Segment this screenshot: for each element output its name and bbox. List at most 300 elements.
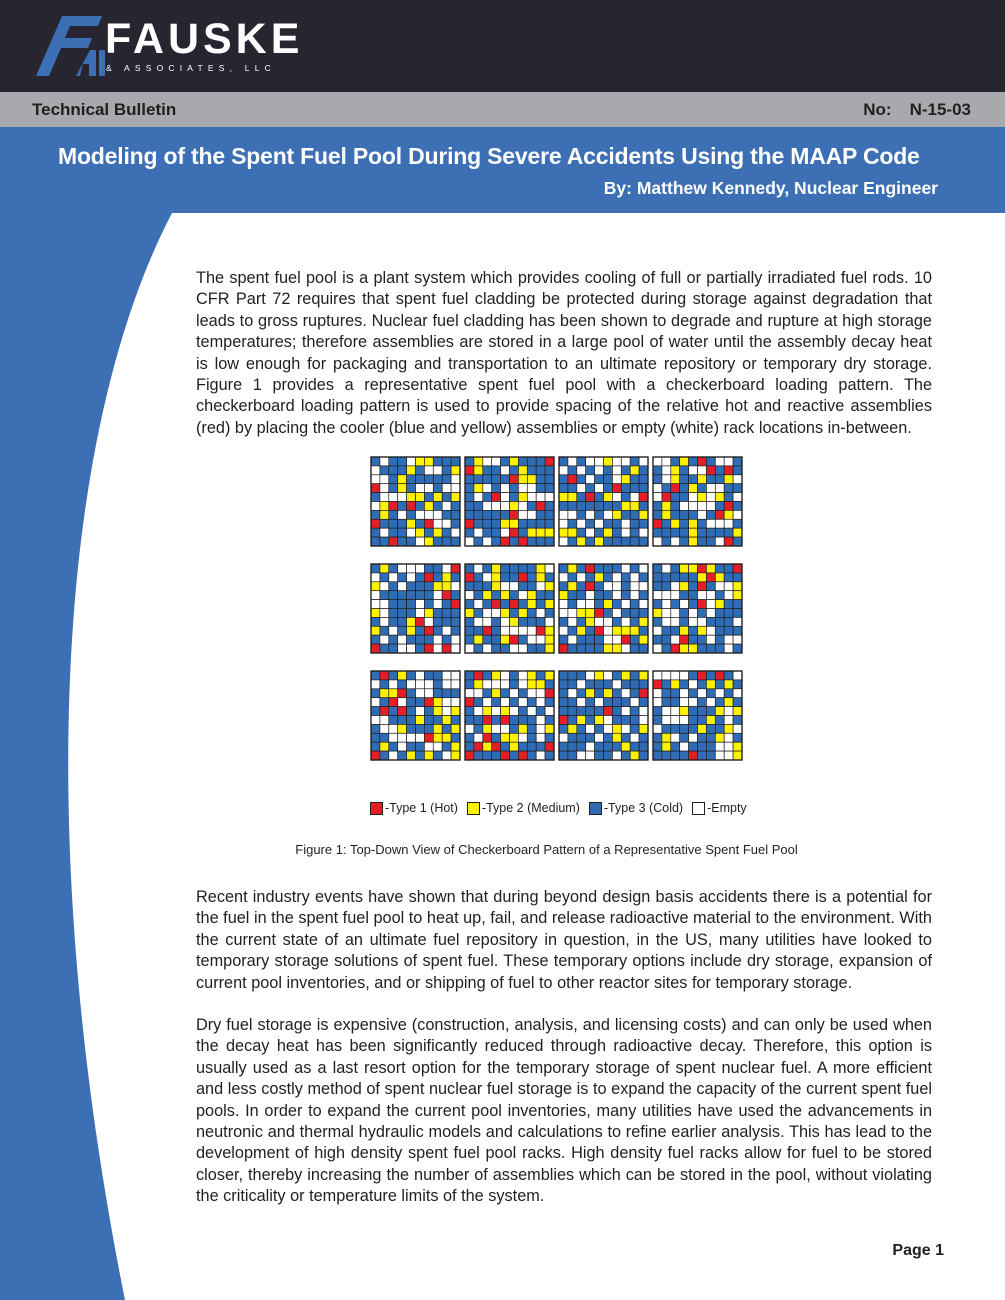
rack-cell xyxy=(689,609,698,618)
rack-cell xyxy=(398,519,407,528)
rack-cell xyxy=(630,751,639,760)
rack-cell xyxy=(451,573,460,582)
rack-cell xyxy=(536,502,545,511)
rack-cell xyxy=(492,609,501,618)
rack-cell xyxy=(483,466,492,475)
rack-cell xyxy=(389,680,398,689)
rack-cell xyxy=(653,502,662,511)
rack-cell xyxy=(612,591,621,600)
rack-cell xyxy=(559,742,568,751)
rack-cell xyxy=(492,680,501,689)
rack-cell xyxy=(604,582,613,591)
rack-cell xyxy=(612,564,621,573)
fai-logo-mark xyxy=(36,14,108,78)
rack-cell xyxy=(733,742,742,751)
rack-cell xyxy=(371,724,380,733)
rack-cell xyxy=(451,502,460,511)
rack-cell xyxy=(424,564,433,573)
rack-cell xyxy=(604,733,613,742)
rack-cell xyxy=(510,573,519,582)
rack-cell xyxy=(424,689,433,698)
rack-cell xyxy=(536,600,545,609)
rack-cell xyxy=(407,751,416,760)
rack-cell xyxy=(451,716,460,725)
rack-cell xyxy=(698,689,707,698)
rack-cell xyxy=(501,493,510,502)
rack-cell xyxy=(621,626,630,635)
rack-cell xyxy=(577,751,586,760)
rack-cell xyxy=(586,493,595,502)
rack-cell xyxy=(474,510,483,519)
rack-cell xyxy=(442,573,451,582)
rack-cell xyxy=(407,502,416,511)
rack-cell xyxy=(518,689,527,698)
rack-cell xyxy=(424,510,433,519)
rack-cell xyxy=(653,600,662,609)
rack-cell xyxy=(706,733,715,742)
rack-cell xyxy=(389,742,398,751)
rack-cell xyxy=(724,582,733,591)
rack-cell xyxy=(501,689,510,698)
rack-cell xyxy=(662,742,671,751)
page-number: Page 1 xyxy=(892,1242,944,1259)
rack-cell xyxy=(621,680,630,689)
rack-cell xyxy=(536,626,545,635)
rack-cell xyxy=(483,609,492,618)
rack-cell xyxy=(416,502,425,511)
rack-cell xyxy=(545,591,554,600)
rack-cell xyxy=(639,573,648,582)
rack-cell xyxy=(595,716,604,725)
rack-cell xyxy=(630,733,639,742)
rack-cell xyxy=(577,733,586,742)
rack-cell xyxy=(380,519,389,528)
rack-cell xyxy=(501,528,510,537)
rack-cell xyxy=(527,742,536,751)
rack-cell xyxy=(451,457,460,466)
legend-label: -Type 2 (Medium) xyxy=(481,801,580,815)
rack-cell xyxy=(474,493,483,502)
rack-cell xyxy=(612,600,621,609)
rack-cell xyxy=(518,457,527,466)
rack-cell xyxy=(662,582,671,591)
rack-cell xyxy=(630,689,639,698)
rack-cell xyxy=(407,600,416,609)
rack-cell xyxy=(639,591,648,600)
rack-cell xyxy=(621,635,630,644)
rack-cell xyxy=(639,689,648,698)
rack-cell xyxy=(424,528,433,537)
rack-cell xyxy=(559,716,568,725)
rack-cell xyxy=(653,510,662,519)
rack-cell xyxy=(501,510,510,519)
rack-cell xyxy=(407,510,416,519)
rack-cell xyxy=(639,484,648,493)
rack-cell xyxy=(662,680,671,689)
rack-cell xyxy=(518,680,527,689)
rack-cell xyxy=(586,519,595,528)
rack-cell xyxy=(653,537,662,546)
rack-cell xyxy=(604,573,613,582)
rack-cell xyxy=(706,609,715,618)
rack-cell xyxy=(407,564,416,573)
rack-cell xyxy=(398,457,407,466)
rack-cell xyxy=(442,716,451,725)
rack-cell xyxy=(465,582,474,591)
rack-cell xyxy=(653,742,662,751)
rack-cell xyxy=(630,671,639,680)
rack-cell xyxy=(380,698,389,707)
rack-cell xyxy=(380,573,389,582)
rack-cell xyxy=(416,537,425,546)
rack-cell xyxy=(733,582,742,591)
rack-cell xyxy=(689,457,698,466)
rack-cell xyxy=(371,493,380,502)
rack-cell xyxy=(595,609,604,618)
rack-cell xyxy=(733,537,742,546)
rack-cell xyxy=(698,528,707,537)
rack-cell xyxy=(715,582,724,591)
rack-cell xyxy=(671,751,680,760)
rack-cell xyxy=(492,671,501,680)
rack-cell xyxy=(465,724,474,733)
rack-cell xyxy=(698,600,707,609)
rack-cell xyxy=(671,475,680,484)
rack-cell xyxy=(536,519,545,528)
rack-cell xyxy=(653,591,662,600)
rack-cell xyxy=(653,617,662,626)
rack-cell xyxy=(568,573,577,582)
rack-cell xyxy=(451,475,460,484)
rack-cell xyxy=(559,617,568,626)
rack-cell xyxy=(715,698,724,707)
rack-cell xyxy=(671,493,680,502)
rack-cell xyxy=(416,493,425,502)
rack-cell xyxy=(577,724,586,733)
rack-cell xyxy=(501,742,510,751)
rack-cell xyxy=(451,510,460,519)
rack-cell xyxy=(416,573,425,582)
rack-cell xyxy=(518,475,527,484)
rack-cell xyxy=(689,510,698,519)
rack-cell xyxy=(416,707,425,716)
rack-cell xyxy=(698,626,707,635)
rack-cell xyxy=(451,751,460,760)
rack-cell xyxy=(545,698,554,707)
fuel-rack xyxy=(371,457,460,546)
rack-cell xyxy=(612,582,621,591)
rack-cell xyxy=(389,537,398,546)
rack-cell xyxy=(586,484,595,493)
rack-cell xyxy=(416,528,425,537)
rack-cell xyxy=(706,635,715,644)
rack-cell xyxy=(689,680,698,689)
rack-cell xyxy=(483,707,492,716)
rack-cell xyxy=(465,564,474,573)
rack-cell xyxy=(559,671,568,680)
rack-cell xyxy=(483,493,492,502)
rack-cell xyxy=(680,475,689,484)
rack-cell xyxy=(424,617,433,626)
rack-cell xyxy=(527,671,536,680)
rack-cell xyxy=(733,751,742,760)
rack-cell xyxy=(389,626,398,635)
rack-cell xyxy=(527,537,536,546)
rack-cell xyxy=(474,582,483,591)
rack-cell xyxy=(568,644,577,653)
rack-cell xyxy=(389,617,398,626)
rack-cell xyxy=(577,573,586,582)
rack-cell xyxy=(536,475,545,484)
rack-cell xyxy=(371,591,380,600)
rack-cell xyxy=(416,466,425,475)
rack-cell xyxy=(586,644,595,653)
rack-cell xyxy=(706,707,715,716)
rack-cell xyxy=(492,707,501,716)
rack-cell xyxy=(442,600,451,609)
rack-cell xyxy=(595,626,604,635)
rack-cell xyxy=(545,519,554,528)
fuel-rack xyxy=(465,457,554,546)
rack-cell xyxy=(630,564,639,573)
rack-cell xyxy=(568,724,577,733)
bulletin-number xyxy=(863,100,971,120)
rack-cell xyxy=(706,716,715,725)
rack-cell xyxy=(604,716,613,725)
rack-cell xyxy=(706,582,715,591)
rack-cell xyxy=(586,716,595,725)
rack-cell xyxy=(501,707,510,716)
rack-cell xyxy=(653,644,662,653)
rack-cell xyxy=(724,510,733,519)
rack-cell xyxy=(380,680,389,689)
rack-cell xyxy=(389,716,398,725)
rack-cell xyxy=(630,724,639,733)
rack-cell xyxy=(371,600,380,609)
rack-cell xyxy=(639,617,648,626)
rack-cell xyxy=(380,493,389,502)
rack-cell xyxy=(371,635,380,644)
rack-cell xyxy=(451,644,460,653)
rack-cell xyxy=(577,626,586,635)
rack-cell xyxy=(518,564,527,573)
rack-cell xyxy=(595,671,604,680)
rack-cell xyxy=(662,724,671,733)
rack-cell xyxy=(518,484,527,493)
rack-cell xyxy=(604,617,613,626)
rack-cell xyxy=(595,502,604,511)
rack-cell xyxy=(604,635,613,644)
rack-cell xyxy=(518,751,527,760)
rack-cell xyxy=(662,635,671,644)
rack-cell xyxy=(680,537,689,546)
rack-cell xyxy=(621,591,630,600)
rack-cell xyxy=(689,466,698,475)
rack-cell xyxy=(621,475,630,484)
rack-cell xyxy=(536,510,545,519)
rack-cell xyxy=(451,484,460,493)
rack-cell xyxy=(527,689,536,698)
rack-cell xyxy=(559,635,568,644)
rack-cell xyxy=(380,475,389,484)
rack-cell xyxy=(671,644,680,653)
rack-cell xyxy=(689,742,698,751)
rack-cell xyxy=(689,502,698,511)
rack-cell xyxy=(595,466,604,475)
rack-cell xyxy=(416,626,425,635)
rack-cell xyxy=(416,609,425,618)
rack-cell xyxy=(451,689,460,698)
rack-cell xyxy=(706,475,715,484)
rack-cell xyxy=(680,484,689,493)
rack-cell xyxy=(483,457,492,466)
rack-cell xyxy=(698,733,707,742)
rack-cell xyxy=(527,617,536,626)
rack-cell xyxy=(510,617,519,626)
rack-cell xyxy=(518,671,527,680)
rack-cell xyxy=(621,698,630,707)
rack-cell xyxy=(433,716,442,725)
rack-cell xyxy=(483,528,492,537)
rack-cell xyxy=(407,582,416,591)
rack-cell xyxy=(474,742,483,751)
rack-cell xyxy=(380,609,389,618)
rack-cell xyxy=(604,724,613,733)
rack-cell xyxy=(568,519,577,528)
rack-cell xyxy=(706,698,715,707)
rack-cell xyxy=(536,493,545,502)
rack-cell xyxy=(407,635,416,644)
rack-cell xyxy=(630,742,639,751)
rack-cell xyxy=(559,493,568,502)
rack-cell xyxy=(483,564,492,573)
rack-cell xyxy=(715,707,724,716)
rack-cell xyxy=(698,475,707,484)
rack-cell xyxy=(680,564,689,573)
rack-cell xyxy=(639,510,648,519)
rack-cell xyxy=(371,484,380,493)
rack-cell xyxy=(492,484,501,493)
rack-cell xyxy=(474,573,483,582)
rack-cell xyxy=(653,707,662,716)
rack-cell xyxy=(604,528,613,537)
rack-cell xyxy=(689,626,698,635)
rack-cell xyxy=(416,519,425,528)
rack-cell xyxy=(465,609,474,618)
rack-cell xyxy=(451,466,460,475)
rack-cell xyxy=(442,733,451,742)
rack-cell xyxy=(371,644,380,653)
rack-cell xyxy=(492,573,501,582)
rack-cell xyxy=(474,689,483,698)
rack-cell xyxy=(671,680,680,689)
rack-cell xyxy=(545,626,554,635)
rack-cell xyxy=(424,751,433,760)
rack-cell xyxy=(380,466,389,475)
rack-cell xyxy=(612,475,621,484)
rack-cell xyxy=(568,591,577,600)
rack-cell xyxy=(465,733,474,742)
rack-cell xyxy=(689,689,698,698)
rack-cell xyxy=(483,537,492,546)
rack-cell xyxy=(715,751,724,760)
rack-cell xyxy=(662,537,671,546)
rack-cell xyxy=(604,742,613,751)
rack-cell xyxy=(433,484,442,493)
rack-cell xyxy=(689,564,698,573)
rack-cell xyxy=(671,591,680,600)
rack-cell xyxy=(680,617,689,626)
rack-cell xyxy=(527,698,536,707)
rack-cell xyxy=(724,617,733,626)
rack-cell xyxy=(398,510,407,519)
rack-cell xyxy=(653,698,662,707)
rack-cell xyxy=(527,519,536,528)
rack-cell xyxy=(586,466,595,475)
rack-cell xyxy=(371,510,380,519)
rack-cell xyxy=(510,680,519,689)
rack-cell xyxy=(680,502,689,511)
rack-cell xyxy=(501,716,510,725)
rack-cell xyxy=(689,617,698,626)
rack-cell xyxy=(398,573,407,582)
rack-cell xyxy=(442,609,451,618)
spent-fuel-pool-figure xyxy=(370,456,746,778)
rack-cell xyxy=(442,644,451,653)
rack-cell xyxy=(407,609,416,618)
rack-cell xyxy=(451,591,460,600)
rack-cell xyxy=(639,742,648,751)
rack-cell xyxy=(715,644,724,653)
rack-cell xyxy=(416,733,425,742)
rack-cell xyxy=(465,573,474,582)
rack-cell xyxy=(510,609,519,618)
rack-cell xyxy=(371,466,380,475)
rack-cell xyxy=(680,528,689,537)
rack-cell xyxy=(604,475,613,484)
rack-cell xyxy=(577,591,586,600)
rack-cell xyxy=(492,635,501,644)
rack-cell xyxy=(577,510,586,519)
rack-cell xyxy=(604,751,613,760)
rack-cell xyxy=(662,564,671,573)
rack-cell xyxy=(416,644,425,653)
rack-cell xyxy=(442,484,451,493)
rack-cell xyxy=(510,689,519,698)
rack-cell xyxy=(612,680,621,689)
rack-cell xyxy=(416,457,425,466)
rack-cell xyxy=(671,671,680,680)
rack-cell xyxy=(559,582,568,591)
rack-cell xyxy=(698,466,707,475)
rack-cell xyxy=(568,733,577,742)
rack-cell xyxy=(442,564,451,573)
rack-cell xyxy=(724,733,733,742)
rack-cell xyxy=(568,457,577,466)
rack-cell xyxy=(465,600,474,609)
rack-cell xyxy=(689,751,698,760)
rack-cell xyxy=(398,698,407,707)
company-name: FAUSKE xyxy=(105,15,304,63)
rack-cell xyxy=(416,510,425,519)
rack-cell xyxy=(662,519,671,528)
rack-cell xyxy=(698,716,707,725)
rack-cell xyxy=(398,466,407,475)
rack-cell xyxy=(724,457,733,466)
rack-cell xyxy=(621,609,630,618)
rack-cell xyxy=(474,733,483,742)
rack-cell xyxy=(545,644,554,653)
